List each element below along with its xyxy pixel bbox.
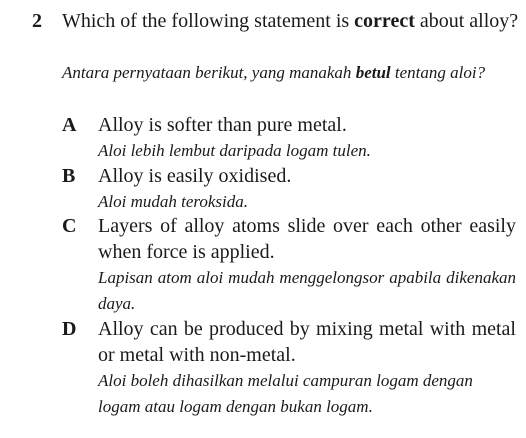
question-stem-english	[62, 8, 520, 34]
option-d-text-malay: Aloi boleh dihasilkan melalui campuran logam dengan logam atau logam dengan bukan logam.	[98, 371, 473, 416]
stem-en-post: about alloy?	[414, 10, 519, 32]
option-b-letter: B	[62, 165, 76, 187]
question-number: 2	[32, 10, 42, 32]
stem-ms-emphasis: betul	[355, 63, 391, 82]
option-b-text-english: Alloy is easily oxidised.	[98, 165, 292, 187]
option-b-text-malay: Aloi mudah teroksida.	[98, 192, 248, 211]
option-c-letter: C	[62, 215, 77, 237]
option-a-text-english: Alloy is softer than pure metal.	[98, 114, 347, 136]
option-d-text-english: Alloy can be produced by mixing metal with metal or metal with non-metal.	[98, 318, 516, 366]
option-c-text-malay: Lapisan atom aloi mudah menggelongsor apabila dikenakan daya.	[98, 268, 516, 313]
stem-ms-post: tentang aloi?	[390, 63, 486, 82]
stem-en-emphasis: correct	[354, 10, 415, 32]
stem-en-pre: Which of the following statement is	[62, 10, 355, 32]
question-stem-malay	[62, 60, 514, 86]
option-a-text-malay: Aloi lebih lembut daripada logam tulen.	[98, 141, 371, 160]
option-a-letter: A	[62, 114, 77, 136]
option-c-text-english: Layers of alloy atoms slide over each other easily when force is applied.	[98, 215, 516, 263]
stem-ms-pre: Antara pernyataan berikut, yang manakah	[62, 63, 356, 82]
option-d-letter: D	[62, 318, 77, 340]
